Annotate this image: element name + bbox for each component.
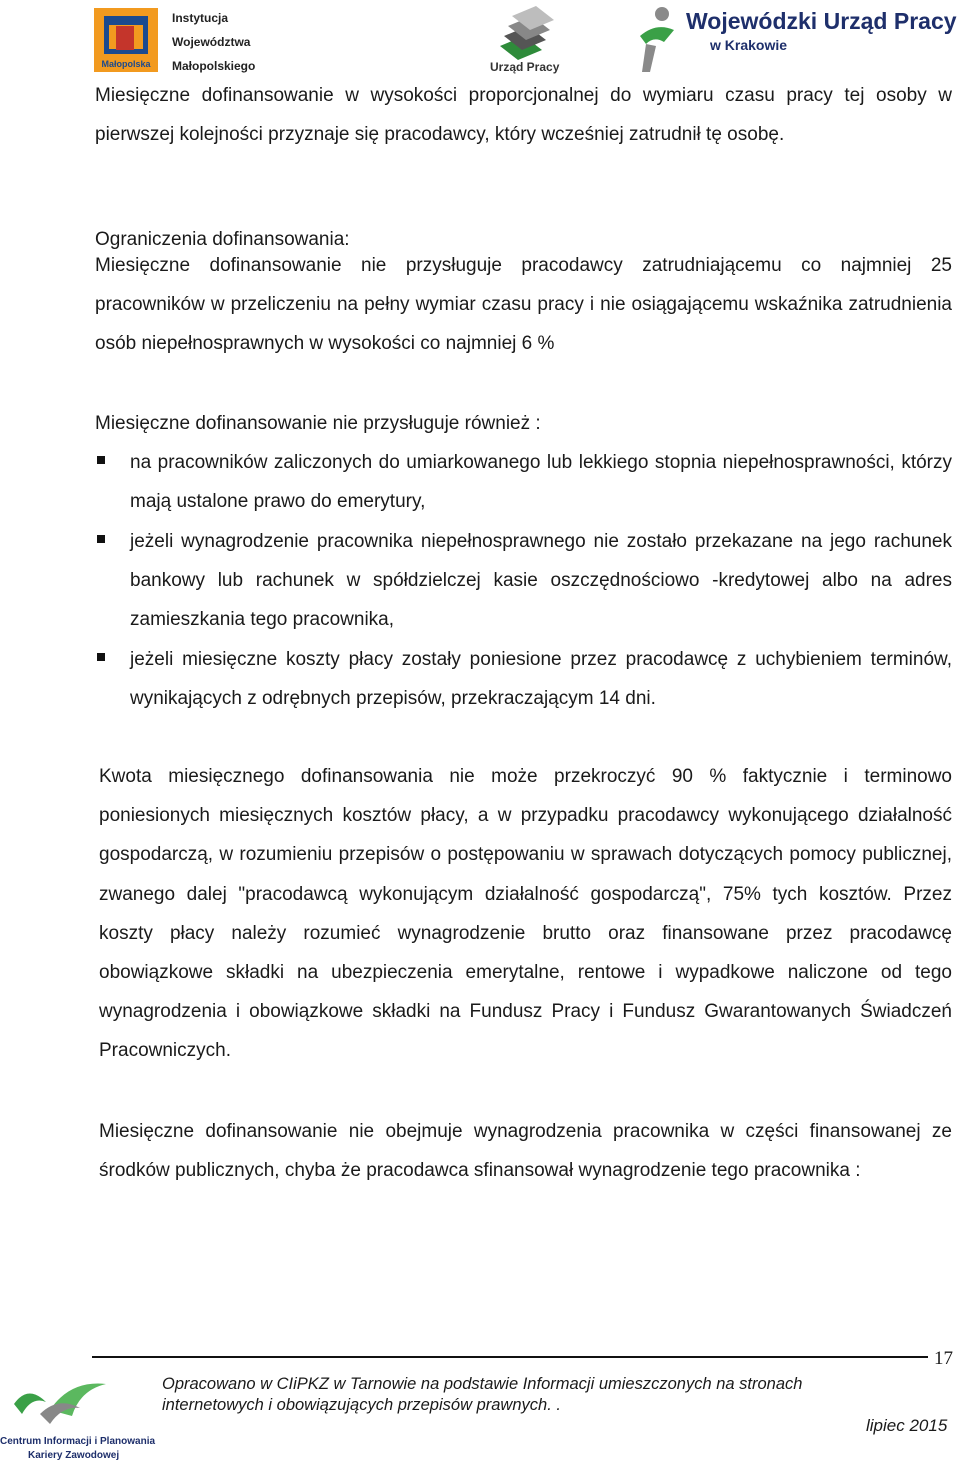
wup-title: Wojewódzki Urząd Pracy: [686, 8, 957, 34]
list-item-text: na pracowników zaliczonych do umiarkowanego lub lekkiego stopnia niepełnosprawności, którzy mają ustalone prawo do emerytury,: [130, 452, 952, 513]
paragraph-also-not: Miesięczne dofinansowanie nie przysługuje również :: [95, 413, 541, 434]
institution-line: Instytucja: [172, 11, 229, 25]
paragraph-amount: Kwota miesięcznego dofinansowania nie może przekroczyć 90 % faktycznie i terminowo poniesionych miesięcznych kosztów płacy, a w przypadku pracodawcy wykonującego działalność gospodarczą, w rozumieniu przepisów o postępowaniu w sprawach dotyczących pomocy publicznej, zwanego dalej "pracodawcą wykonującym działalność gospodarczą", 75% tych kosztów. Przez koszty płacy należy rozumieć wynagrodzenie brutto oraz finansowane przez pracodawcę obowiązkowe składki na ubezpieczenia emerytalne, rentowe i wypadkowe naliczone od tego wynagrodzenia i obowiązkowe składki na Fundusz Pracy i Fundusz Gwarantowanych Świadczeń Pracowniczych.: [99, 766, 952, 1062]
page-number: 17: [934, 1348, 953, 1369]
urzad-pracy-caption: Urząd Pracy: [490, 60, 560, 74]
bullet-square-icon: [97, 456, 105, 464]
ciipkz-caption-line: Centrum Informacji i Planowania: [0, 1436, 156, 1447]
footer-divider: [92, 1356, 928, 1358]
list-item-text: jeżeli miesięczne koszty płacy zostały poniesione przez pracodawcę z uchybieniem terminów, wynikających z odrębnych przepisów, przekraczającym 14 dni.: [130, 649, 952, 710]
wup-subtitle: w Krakowie: [710, 37, 788, 53]
ciipkz-caption-line: Kariery Zawodowej: [28, 1450, 120, 1461]
malopolska-emblem: [94, 8, 158, 72]
bullet-square-icon: [97, 653, 105, 661]
logo-ciipkz: [0, 1374, 156, 1464]
list-item-text: jeżeli wynagrodzenie pracownika niepełnosprawnego nie zostało przekazane na jego rachunek bankowy lub rachunek w spółdzielczej kasie oszczędnościowo -kredytowej albo na adres zamieszkania tego pracownika,: [130, 531, 952, 631]
institution-line: Województwa: [172, 35, 251, 49]
ciipkz-bird-icon: [10, 1374, 120, 1434]
paragraph-public-funds: Miesięczne dofinansowanie nie obejmuje wynagrodzenia pracownika w części finansowanej ze środków publicznych, chyba że pracodawca sfinansował wynagrodzenie tego pracownika :: [99, 1121, 952, 1182]
bullet-square-icon: [97, 535, 105, 543]
institution-name: [172, 6, 272, 78]
footer-date: lipiec 2015: [866, 1416, 948, 1435]
logo-wup: [634, 4, 957, 78]
logo-urzad-pracy: [486, 6, 576, 78]
section-heading-restrictions: Ograniczenia dofinansowania:: [95, 229, 350, 250]
footer-note-line: internetowych i obowiązujących przepisów prawnych. .: [162, 1396, 561, 1414]
footer-note: [162, 1374, 802, 1416]
paragraph-priority: Miesięczne dofinansowanie w wysokości proporcjonalnej do wymiaru czasu pracy tej osoby w pierwszej kolejności przyznaje się pracodawcy, który wcześniej zatrudnił tę osobę.: [95, 85, 952, 146]
footer-note-line: Opracowano w CIiPKZ w Tarnowie na podstawie Informacji umieszczonych na stronach: [162, 1375, 803, 1393]
institution-line: Małopolskiego: [172, 59, 256, 73]
paragraph-restriction-employer: Miesięczne dofinansowanie nie przysługuje pracodawcy zatrudniającemu co najmniej 25 pracowników w przeliczeniu na pełny wymiar czasu pracy i nie osiągającemu wskaźnika zatrudnienia osób niepełnosprawnych w wysokości co najmniej 6 %: [95, 255, 952, 355]
logo-malopolska: [94, 6, 270, 76]
wup-figure-icon: [634, 6, 680, 74]
urzad-pracy-mark: [486, 6, 576, 62]
malopolska-caption: Małopolska: [101, 59, 151, 69]
